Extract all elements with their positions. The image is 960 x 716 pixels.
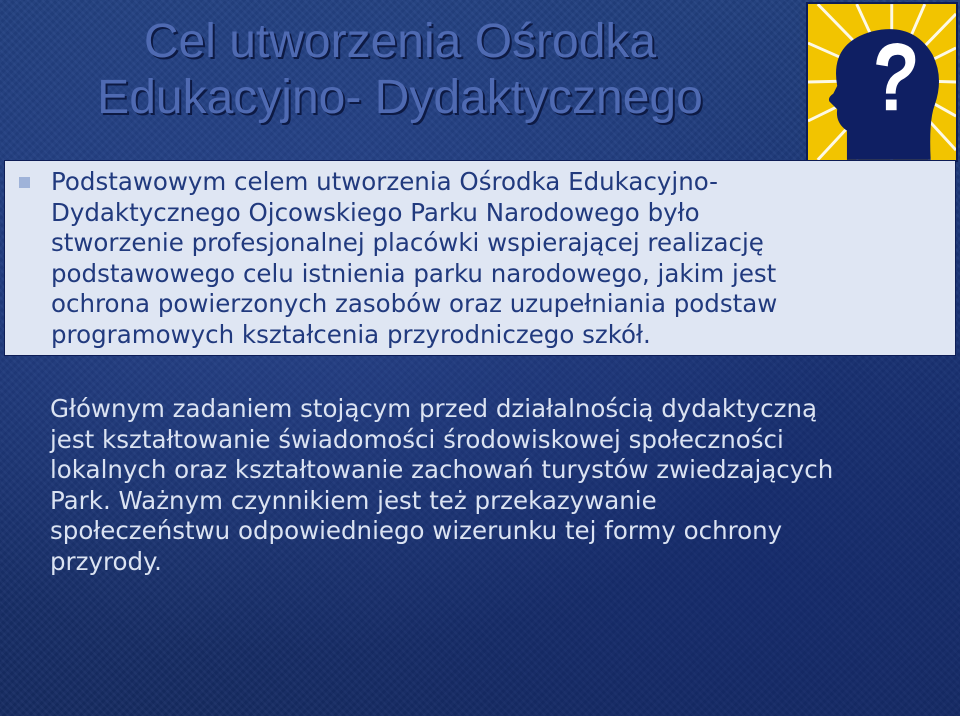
title-line-1: Cel utworzenia Ośrodka — [143, 15, 657, 68]
paragraph-line: Park. Ważnym czynnikiem jest też przekazywanie — [50, 485, 657, 515]
paragraph-line: Głównym zadaniem stojącym przed działalnością dydaktyczną — [50, 394, 818, 423]
paragraph-line: społeczeństwu odpowiedniego wizerunku tej formy ochrony — [50, 516, 783, 545]
bullet-line: programowych kształcenia przyrodniczego szkół. — [51, 319, 651, 349]
paragraph-text — [50, 394, 950, 577]
paragraph-line: jest kształtowanie świadomości środowiskowej społeczności — [50, 424, 784, 454]
bullet-line: podstawowego celu istnienia parku narodowego, jakim jest — [51, 258, 777, 288]
paragraph-line: lokalnych oraz kształtowanie zachowań turystów zwiedzających — [50, 455, 834, 484]
bullet-line: Dydaktycznego Ojcowskiego Parku Narodowego było — [51, 197, 700, 227]
bullet-line: stworzenie profesjonalnej placówki wspierającej realizację — [51, 228, 764, 257]
highlight-panel — [4, 160, 956, 356]
bullet-line: ochrona powierzonych zasobów oraz uzupełniania podstaw — [51, 289, 778, 318]
bullet-square-icon — [19, 177, 30, 188]
slide-title — [0, 14, 800, 126]
bullet-line: Podstawowym celem utworzenia Ośrodka Edukacyjno- — [51, 167, 719, 196]
question-mark-head-icon — [806, 2, 958, 162]
bullet-text — [51, 167, 941, 350]
paragraph-line: przyrody. — [50, 546, 162, 576]
title-line-2: Edukacyjno- Dydaktycznego — [97, 71, 703, 124]
